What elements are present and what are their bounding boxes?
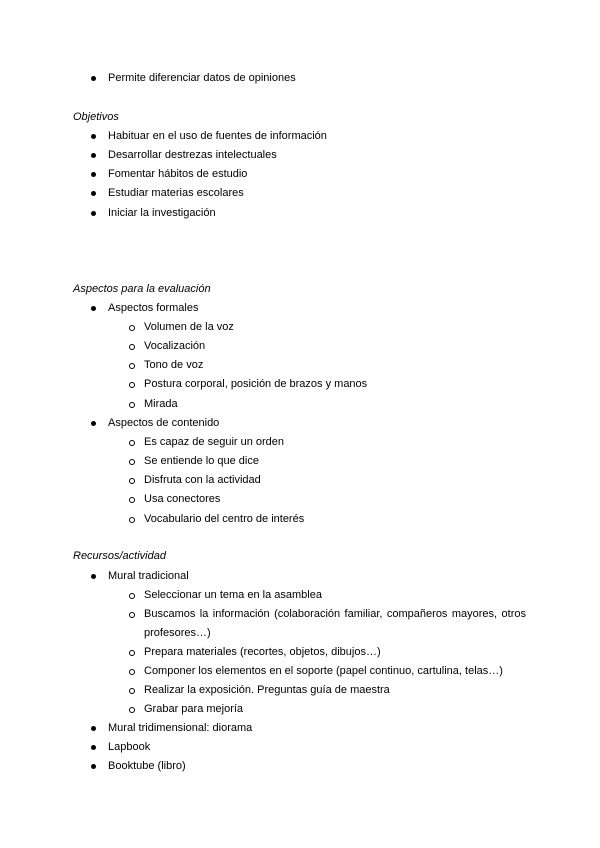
sub-list-item: Volumen de la voz [144,321,234,333]
list-item: Mural tradicional [108,570,189,582]
sub-list-item: Se entiende lo que dice [144,455,259,467]
bullet-icon [91,191,96,196]
sub-list-item: Buscamos la información (colaboración familiar, compañeros mayores, otros [144,608,526,620]
hollow-bullet-icon [129,382,135,388]
sub-list-item-continuation: profesores…) [144,627,211,639]
list-item: Aspectos de contenido [108,417,220,429]
bullet-icon [91,726,96,731]
bullet-icon [91,153,96,158]
hollow-bullet-icon [129,459,135,465]
list-item: Aspectos formales [108,302,199,314]
bullet-icon [91,574,96,579]
list-item: Desarrollar destrezas intelectuales [108,149,277,161]
bullet-icon [91,172,96,177]
sub-list-item: Disfruta con la actividad [144,474,261,486]
hollow-bullet-icon [129,593,135,599]
sub-list-item: Realizar la exposición. Preguntas guía de maestra [144,684,390,696]
section-heading-recursos: Recursos/actividad [73,550,166,562]
bullet-icon [91,211,96,216]
hollow-bullet-icon [129,707,135,713]
hollow-bullet-icon [129,612,135,618]
list-item: Fomentar hábitos de estudio [108,168,248,180]
list-item: Permite diferenciar datos de opiniones [108,72,296,84]
hollow-bullet-icon [129,344,135,350]
hollow-bullet-icon [129,650,135,656]
sub-list-item: Postura corporal, posición de brazos y manos [144,378,368,390]
sub-list-item: Vocalización [144,340,206,352]
bullet-icon [91,764,96,769]
hollow-bullet-icon [129,440,135,446]
hollow-bullet-icon [129,363,135,369]
hollow-bullet-icon [129,669,135,675]
list-item: Lapbook [108,741,151,753]
hollow-bullet-icon [129,517,135,523]
hollow-bullet-icon [129,402,135,408]
bullet-icon [91,76,96,81]
bullet-icon [91,421,96,426]
sub-list-item: Grabar para mejoría [144,703,244,715]
section-heading-objetivos: Objetivos [73,111,119,123]
section-heading-evaluacion: Aspectos para la evaluación [73,283,211,295]
list-item: Estudiar materias escolares [108,187,244,199]
sub-list-item: Usa conectores [144,493,221,505]
sub-list-item: Tono de voz [144,359,204,371]
hollow-bullet-icon [129,497,135,503]
hollow-bullet-icon [129,478,135,484]
hollow-bullet-icon [129,688,135,694]
bullet-icon [91,745,96,750]
list-item: Habituar en el uso de fuentes de información [108,130,327,142]
sub-list-item: Seleccionar un tema en la asamblea [144,589,322,601]
list-item: Mural tridimensional: diorama [108,722,253,734]
bullet-icon [91,134,96,139]
list-item: Booktube (libro) [108,760,186,772]
sub-list-item: Es capaz de seguir un orden [144,436,285,448]
bullet-icon [91,306,96,311]
sub-list-item: Vocabulario del centro de interés [144,513,305,525]
list-item: Iniciar la investigación [108,207,216,219]
sub-list-item: Componer los elementos en el soporte (papel continuo, cartulina, telas…) [144,665,503,677]
sub-list-item: Mirada [144,398,178,410]
sub-list-item: Prepara materiales (recortes, objetos, dibujos…) [144,646,381,658]
hollow-bullet-icon [129,325,135,331]
